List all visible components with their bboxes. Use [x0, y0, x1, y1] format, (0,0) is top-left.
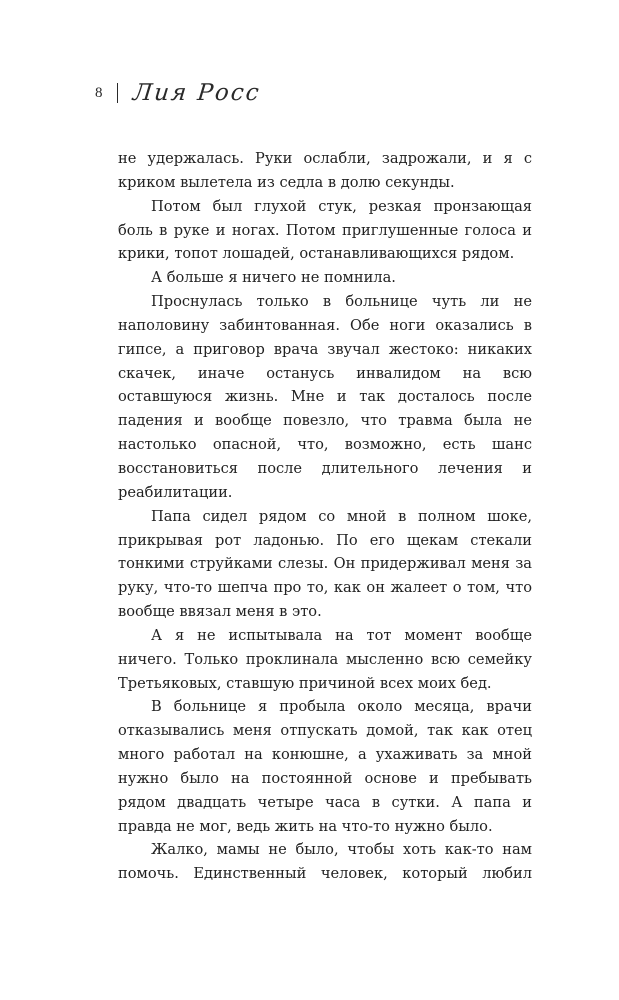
header-divider	[117, 83, 119, 103]
paragraph: Потом был глухой стук, резкая пронзающая боль в руке и ногах. Потом приглушенные голоса и крики, топот лошадей, останавливающихся рядом.	[118, 197, 532, 263]
paragraph: Папа сидел рядом со мной в полном шоке, прикрывая рот ладонью. По его щекам стекали тонкими струйками слезы. Он придерживал меня за руку, что-то шепча про то, как он жалеет о том, что вообще ввязал меня в это.	[118, 507, 532, 621]
body-text	[118, 147, 532, 886]
paragraph: В больнице я пробыла около месяца, врачи отказывались меня отпускать домой, так как отец много работал на конюшне, а ухаживать за мной нужно было на постоянной основе и пребывать рядом двадцать четыре часа в сутки. А папа и правда не мог, ведь жить на что-то нужно было.	[118, 698, 532, 835]
author-name: Лия Росс	[131, 80, 263, 106]
paragraph: А я не испытывала на тот момент вообще ничего. Только проклинала мысленно всю семейку Третьяковых, ставшую причиной всех моих бед.	[118, 626, 532, 692]
paragraph: не удержалась. Руки ослабли, задрожали, и я с криком вылетела из седла в долю секунды.	[118, 150, 532, 191]
paragraph: Жалко, мамы не было, чтобы хоть как-то нам помочь. Единственный человек, который любил	[118, 841, 532, 883]
paragraph: Проснулась только в больнице чуть ли не наполовину забинтованная. Обе ноги оказались в гипсе, а приговор врача звучал жестоко: никаких скачек, иначе останусь инвалидом на всю оставшуюся жизнь. Мне и так досталось после падения и вообще повезло, что травма была не настолько опасной, что, возможно, есть шанс восстановиться после длительного лечения и реабилитации.	[118, 293, 532, 501]
page-number: 8	[95, 84, 103, 101]
paragraph: А больше я ничего не помнила.	[151, 269, 396, 287]
running-head	[95, 76, 261, 110]
